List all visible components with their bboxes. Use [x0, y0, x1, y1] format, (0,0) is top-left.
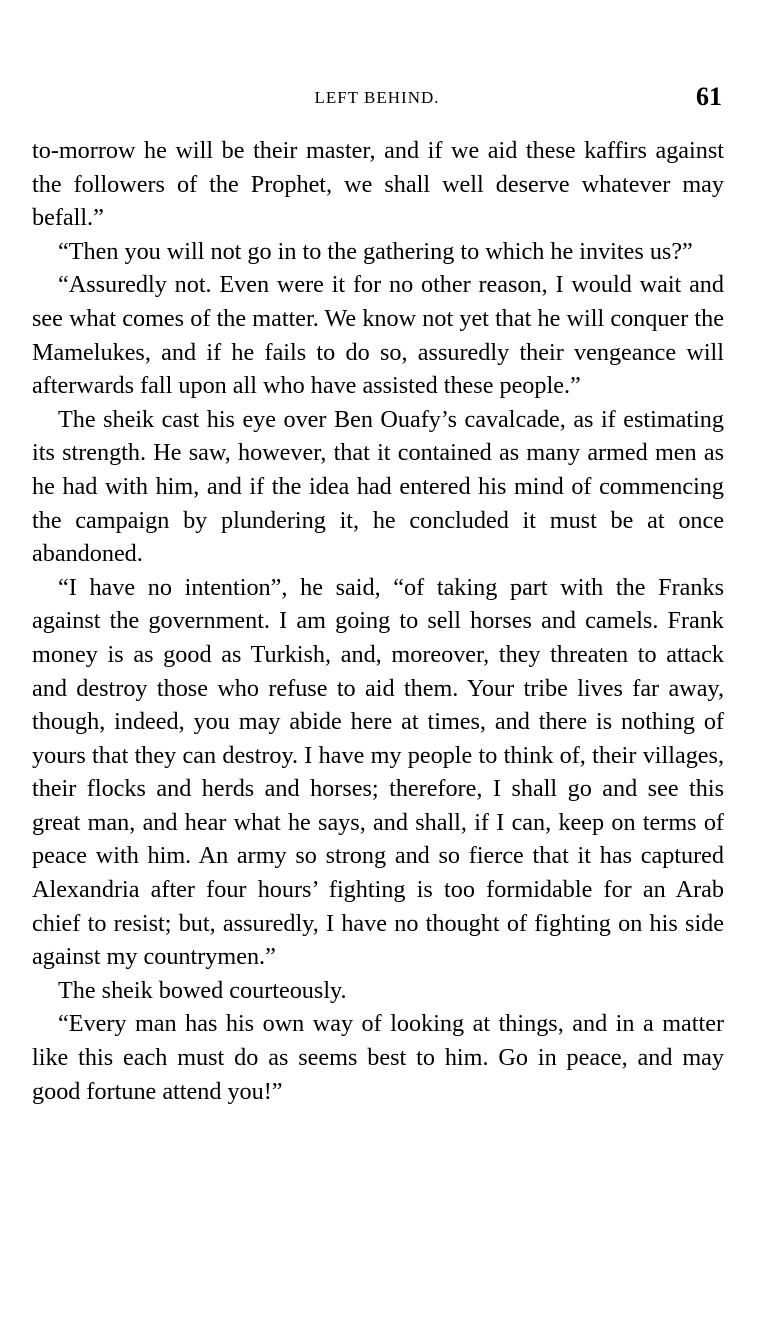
paragraph: “Every man has his own way of looking at things, and in a matter like this each must do as seems best to him. Go in peace, and may good fortune attend you!” — [32, 1010, 724, 1105]
body-text — [32, 134, 724, 1108]
paragraph: to-morrow he will be their master, and if we aid these kaffirs against the followers of the Prophet, we shall well deserve whatever may befall.” — [32, 137, 724, 232]
page-header — [32, 82, 722, 112]
paragraph: The sheik bowed courteously. — [58, 976, 347, 1004]
page-number: 61 — [696, 82, 722, 111]
paragraph: “Assuredly not. Even were it for no other reason, I would wait and see what comes of the matter. We know not yet that he will conquer the Mamelukes, and if he fails to do so, assuredly their vengeance will afterwards fall upon all who have assisted these people.” — [32, 271, 724, 400]
paragraph: “I have no intention”, he said, “of taking part with the Franks against the government. I am going to sell horses and camels. Frank money is as good as Turkish, and, moreover, they threaten to attack and destroy those who refuse to aid them. Your tribe lives far away, though, indeed, you may abide here at times, and there is nothing of yours that they can destroy. I have my people to think of, their villages, their flocks and herds and horses; therefore, I shall go and see this great man, and hear what he says, and shall, if I can, keep on terms of peace with him. An army so strong and so fierce that it has captured Alexandria after four hours’ fighting is too formidable for an Arab chief to resist; but, assuredly, I have no thought of fighting on his side against my countrymen.” — [32, 573, 724, 971]
paragraph: “Then you will not go in to the gathering to which he invites us?” — [58, 237, 693, 265]
paragraph: The sheik cast his eye over Ben Ouafy’s cavalcade, as if estimating its strength. He saw, however, that it contained as many armed men as he had with him, and if the idea had entered his mind of commencing the campaign by plundering it, he concluded it must be at once abandoned. — [32, 405, 724, 568]
running-title: LEFT BEHIND. — [314, 88, 440, 107]
